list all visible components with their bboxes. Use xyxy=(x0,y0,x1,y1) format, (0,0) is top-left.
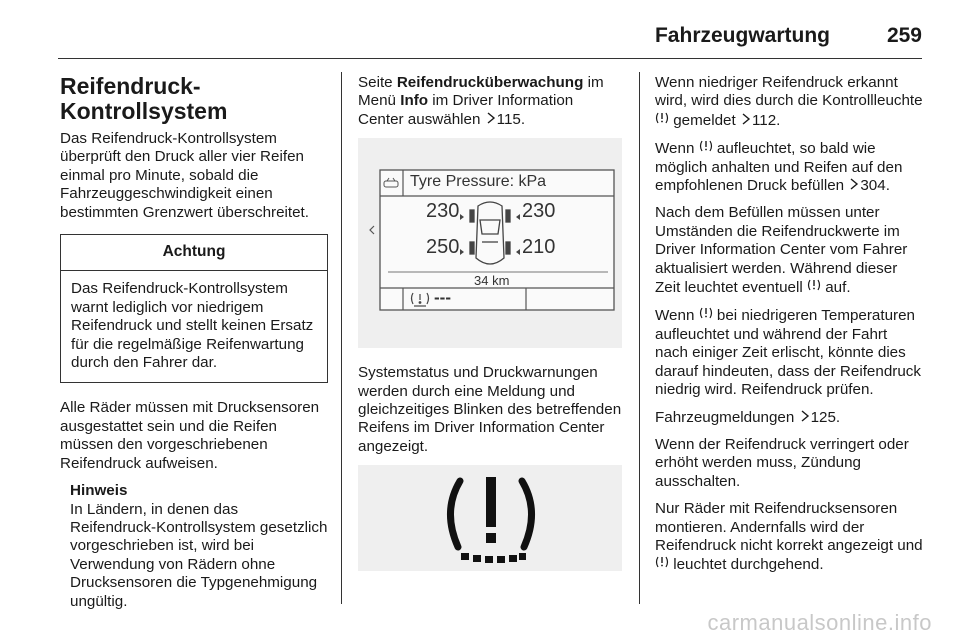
tpms-warning-lamp-figure xyxy=(358,465,622,571)
page-reference-icon xyxy=(848,178,860,190)
driver-information-center-figure xyxy=(358,138,622,348)
note-body: In Ländern, in denen das Reifendruck-Kontrollsystem gesetzlich vorgeschrieben ist, wird bei Verwendung von Rädern ohne Drucksensoren die Typgenehmigung ungültig. xyxy=(70,500,328,610)
tire-rear-left-value: 250 xyxy=(426,236,460,259)
note-heading: Hinweis xyxy=(70,482,128,500)
page-reference-icon xyxy=(485,112,497,124)
section-title: Reifendruck-Kontrollsystem xyxy=(60,73,228,124)
tpms-lamp-icon xyxy=(655,111,669,125)
column-middle xyxy=(358,74,622,587)
tpms-lamp-icon xyxy=(699,139,713,153)
text-run: Nur Räder mit Reifendrucksensoren montieren. Andernfalls wird der Reifendruck nicht korrekt angezeigt und xyxy=(655,500,923,554)
text-run: aufleuchtet, so bald wie möglich anhalten und Reifen auf den empfohlenen Druck befüllen xyxy=(655,140,903,195)
page-reference[interactable]: 125. xyxy=(810,408,841,426)
text-run: Fahrzeugmeldungen xyxy=(655,408,795,426)
menu-page-name: Reifendrucküberwachung xyxy=(396,74,584,91)
column-divider xyxy=(639,72,640,604)
text-run: Nach dem Befüllen müssen unter Umständen die Reifendruckwerte im Driver Information Center vom Fahrer aktualisiert werden. Während dieser Zeit leuchtet eventuell xyxy=(655,204,908,297)
intro-paragraph: Das Reifendruck-Kontrollsystem überprüft den Druck aller vier Reifen einmal pro Minute, sobald die Fahrzeuggeschwindigkeit einen bestimmten Grenzwert überschreitet. xyxy=(60,130,309,221)
system-status-value: --- xyxy=(434,288,451,308)
running-title: Fahrzeugwartung xyxy=(654,24,830,47)
tpms-lamp-icon xyxy=(807,278,821,292)
distance-value: 34 km xyxy=(474,273,510,289)
text-run: leuchtet durchgehend. xyxy=(673,556,824,574)
page-reference[interactable]: 112. xyxy=(751,111,781,129)
tire-pressure-warning-icon xyxy=(358,465,622,571)
ignition-paragraph: Wenn der Reifendruck verringert oder erhöht werden muss, Zündung ausschalten. xyxy=(655,435,909,490)
display-title: Tyre Pressure: kPa xyxy=(410,173,547,191)
column-right xyxy=(655,74,923,584)
sensors-paragraph xyxy=(655,500,923,575)
text-run: bei niedrigeren Temperaturen aufleuchtet und während der Fahrt nach einiger Zeit erlischt, könnte dies darauf hindeuten, dass der Reifendruck niedrig wird. Reifendruck prüfen. xyxy=(655,307,921,399)
text-run: auf. xyxy=(825,279,851,297)
page-number: 259 xyxy=(886,24,922,47)
messages-paragraph xyxy=(655,409,923,427)
text-run: im Menü xyxy=(358,74,604,110)
tire-front-left-value: 230 xyxy=(426,200,460,223)
text-run: Wenn niedriger Reifendruck erkannt wird, wird dies durch die Kontrollleuchte xyxy=(655,74,923,110)
tire-rear-right-value: 210 xyxy=(522,236,556,259)
page-reference-icon xyxy=(740,113,752,125)
tpms-lamp-icon xyxy=(655,555,669,569)
warning-heading: Achtung xyxy=(61,235,327,271)
tire-front-right-value: 230 xyxy=(522,200,556,223)
text-run: im Driver Information Center auswählen xyxy=(358,92,574,128)
page-header xyxy=(58,14,922,59)
page-reference[interactable]: 304. xyxy=(860,177,890,195)
warning-box xyxy=(60,234,328,383)
warning-body: Das Reifendruck-Kontrollsystem warnt lediglich vor niedrigem Reifendruck und stellt keinen Ersatz für die regelmäßige Reifenwartung durch den Fahrer dar. xyxy=(71,280,314,372)
page-reference[interactable]: 115. xyxy=(496,110,526,128)
note-box xyxy=(70,482,328,611)
status-paragraph: Systemstatus und Druckwarnungen werden durch eine Meldung und gleichzeitiges Blinken des betreffenden Reifens im Driver Information Center angezeigt. xyxy=(358,364,622,455)
text-run: gemeldet xyxy=(673,111,736,129)
watermark: carmanualsonline.info xyxy=(707,610,932,635)
text-run: Seite xyxy=(358,74,397,91)
refill-paragraph xyxy=(655,204,923,297)
menu-paragraph xyxy=(358,74,622,129)
column-left xyxy=(60,74,328,611)
dic-display-illustration xyxy=(358,138,622,348)
menu-name: Info xyxy=(400,92,429,110)
column-divider xyxy=(341,72,342,604)
sensor-paragraph: Alle Räder müssen mit Drucksensoren ausgestattet sein und die Reifen müssen den vorgeschriebenen Reifendruck aufweisen. xyxy=(60,399,320,472)
page-reference-icon xyxy=(799,410,811,422)
lamp-paragraph xyxy=(655,74,923,130)
text-run: Wenn xyxy=(655,307,695,325)
tpms-lamp-icon xyxy=(699,306,713,320)
stop-paragraph xyxy=(655,139,923,195)
text-run: Wenn xyxy=(655,140,695,158)
temperature-paragraph xyxy=(655,306,923,399)
